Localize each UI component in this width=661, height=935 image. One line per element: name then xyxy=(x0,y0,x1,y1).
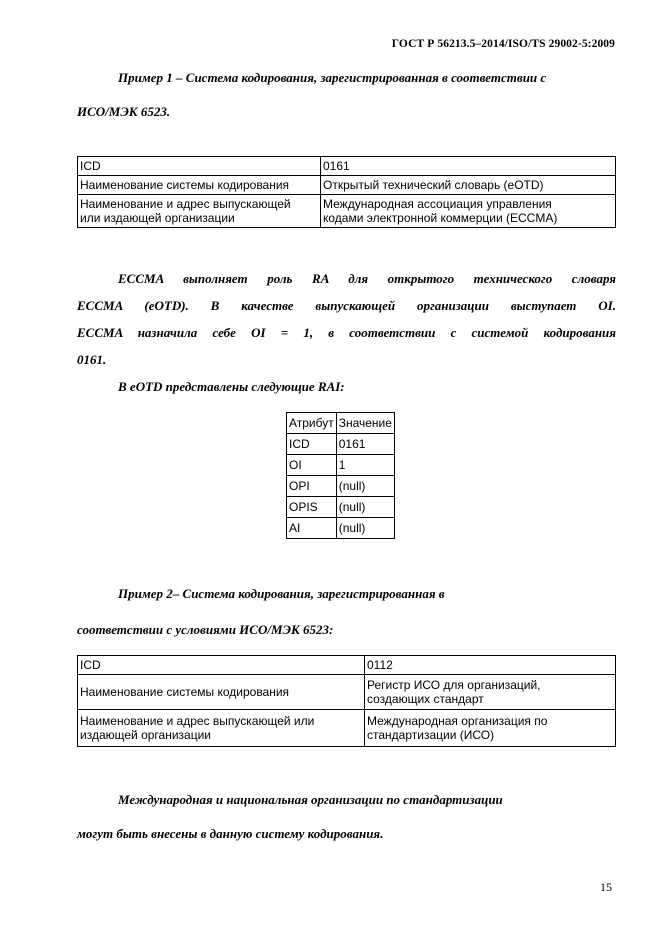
table-row xyxy=(287,455,395,476)
table-cell-label: ICD xyxy=(78,157,321,176)
table-cell-attribute: OPI xyxy=(287,476,337,497)
cell-line: Регистр ИСО для организаций, xyxy=(367,678,541,692)
table-row xyxy=(78,675,616,710)
table-cell-label xyxy=(78,195,321,228)
table-cell-attribute: OI xyxy=(287,455,337,476)
table-row xyxy=(78,710,616,747)
paragraph1-line4: 0161. xyxy=(77,352,107,367)
table-cell-label xyxy=(78,710,365,747)
table-cell-label: Наименование системы кодирования xyxy=(78,675,365,710)
table-row xyxy=(78,656,616,675)
table-header-row xyxy=(287,413,395,434)
table-row xyxy=(78,157,616,176)
rai-table xyxy=(286,412,395,539)
page-number: 15 xyxy=(600,880,612,894)
table-row xyxy=(78,176,616,195)
paragraph1-line1: ECCMA выполняет роль RA для открытого технического словаря xyxy=(118,271,616,286)
table-cell-value: (null) xyxy=(336,518,394,539)
cell-line: стандартизации (ИСО) xyxy=(367,728,495,742)
table-row xyxy=(287,434,395,455)
closing-line1: Международная и национальная организации по стандартизации xyxy=(118,792,503,807)
table-cell-value: (null) xyxy=(336,497,394,518)
cell-line: создающих стандарт xyxy=(367,692,484,706)
table-cell-value xyxy=(321,195,616,228)
rai-intro: В eOTD представлены следующие RAI: xyxy=(118,379,345,394)
cell-line: издающей организации xyxy=(80,728,211,742)
table-cell-value: 0161 xyxy=(336,434,394,455)
cell-line: Международная организация по xyxy=(367,714,548,728)
cell-line: Наименование и адрес выпускающей xyxy=(80,197,291,211)
table-cell-attribute: OPIS xyxy=(287,497,337,518)
table-row xyxy=(287,476,395,497)
document-header: ГОСТ Р 56213.5–2014/ISO/TS 29002-5:2009 xyxy=(391,38,615,50)
table-row xyxy=(78,195,616,228)
example1-title-line1: Пример 1 – Система кодирования, зарегистрированная в соответствии с xyxy=(118,70,547,85)
column-header-value: Значение xyxy=(336,413,394,434)
example2-title-line1: Пример 2– Система кодирования, зарегистрированная в xyxy=(118,586,445,601)
column-header-attribute: Атрибут xyxy=(287,413,337,434)
cell-line: кодами электронной коммерции (ECCMA) xyxy=(323,211,558,225)
cell-line: Международная ассоциация управления xyxy=(323,197,552,211)
cell-line: или издающей организации xyxy=(80,211,235,225)
table-cell-value: Открытый технический словарь (eOTD) xyxy=(321,176,616,195)
paragraph1-line2: ECCMA (eOTD). В качестве выпускающей организации выступает OI. xyxy=(77,298,616,313)
table-cell-label: Наименование системы кодирования xyxy=(78,176,321,195)
table-cell-value: 0112 xyxy=(365,656,616,675)
table-cell-attribute: ICD xyxy=(287,434,337,455)
table-cell-attribute: AI xyxy=(287,518,337,539)
table-cell-value: (null) xyxy=(336,476,394,497)
example2-table xyxy=(77,655,616,747)
table-row xyxy=(287,497,395,518)
table-cell-value: 1 xyxy=(336,455,394,476)
paragraph1-line3: ECCMA назначила себе OI = 1, в соответствии с системой кодирования xyxy=(77,325,616,340)
example1-table xyxy=(77,156,616,228)
example1-title-line2: ИСО/МЭК 6523. xyxy=(77,104,171,119)
closing-line2: могут быть внесены в данную систему кодирования. xyxy=(77,826,384,841)
example2-title-line2: соответствии с условиями ИСО/МЭК 6523: xyxy=(77,622,334,637)
cell-line: Наименование и адрес выпускающей или xyxy=(80,714,315,728)
table-cell-label: ICD xyxy=(78,656,365,675)
table-row xyxy=(287,518,395,539)
table-cell-value: 0161 xyxy=(321,157,616,176)
table-cell-value xyxy=(365,710,616,747)
table-cell-value xyxy=(365,675,616,710)
